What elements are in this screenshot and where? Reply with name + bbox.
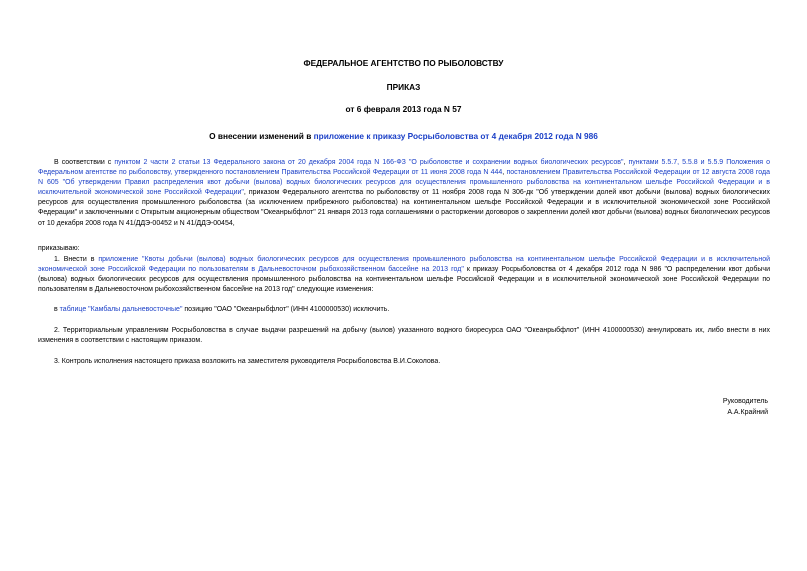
government-decree-link[interactable]: постановлением Правительства Российской Федерации от 12 августа 2008 года N 605 "Об утверждении Правил распределения квот добычи (вылова) водных биологических ресурсов для осуществления промышленного рыболовства на континентальном шельфе Российской Федерации и в исключительной экономической зоне Российской Федерации" [38, 169, 770, 197]
text: В соответствии с [54, 159, 115, 166]
regulation-link[interactable]: пунктами 5.5.7, 5.5.8 и 5.5.9 Положения о Федеральном агентстве по рыболовству, утвержденного постановлением Правительства Российской Федерации от 11 июня 2008 года N 444 [38, 159, 771, 177]
appendix-link[interactable]: приложение "Квоты добычи (вылова) водных биологических ресурсов для осуществления промышленного рыболовства на континентальном шельфе Российской Федерации и в исключительной экономической зоне Российской Федерации по пользователям в Дальневосточном рыбохозяйственном бассейне на 2013 год" [38, 256, 771, 274]
text: , приказом Федерального агентства по рыболовству от 11 ноября 2008 года N 306-дк "Об утверждении долей квот добычи (вылова) водных биологических ресурсов для осуществления промышленного рыболовства (за исключением прибрежного рыболовства) на континентальном шельфе Российской Федерации и в исключительной экономической зоне Российской Федерации" и заключенными с Открытым акционерным обществом "Океанрыбфлот" 21 января 2013 года соглашениями о расторжении договоров о закреплении долей квот добычи (вылова) водных биологических ресурсов от 10 декабря 2008 года N 41/ДДЭ-00452 и N 41/ДДЭ-00454, [38, 189, 770, 227]
subject-link[interactable]: приложение к приказу Росрыболовства от 4 декабря 2012 года N 986 [313, 131, 598, 141]
paragraph-item-2: 2. Территориальным управлениям Росрыболовства в случае выдачи разрешений на добычу (вылов) указанного водного биоресурса ОАО "Океанрыбфлот" (ИНН 4100000530) аннулировать их, либо внести в них изменения в соответствии с настоящим приказом. [38, 327, 770, 345]
signature-block [723, 397, 768, 418]
text: к приказу Росрыболовства от 4 декабря 2012 года N 986 "О распределении квот добычи (вылова) водных биологических ресурсов для осуществления промышленного рыболовства на континентальном шельфе Российской Федерации и в исключительной экономической зоне Российской Федерации по пользователям в Дальневосточном рыбохозяйственном бассейне на 2013 год" следующие изменения: [38, 266, 770, 294]
text: , [623, 159, 629, 166]
paragraph-item-1 [38, 255, 770, 295]
paragraph-order-word: приказываю: [38, 245, 80, 252]
signature-title: Руководитель [722, 398, 768, 405]
document-subject [0, 131, 807, 141]
law-link[interactable]: пунктом 2 части 2 статьи 13 Федерального закона от 20 декабря 2004 года N 166-ФЗ "О рыболовстве и сохранении водных биологических ресурсов" [114, 159, 624, 166]
document-date-number: от 6 февраля 2013 года N 57 [345, 104, 462, 114]
agency-heading: ФЕДЕРАЛЬНОЕ АГЕНТСТВО ПО РЫБОЛОВСТВУ [303, 58, 504, 68]
paragraph-table-change [38, 305, 770, 315]
table-link[interactable]: таблице "Камбалы дальневосточные" [59, 306, 183, 313]
text: 1. Внести в [54, 256, 99, 263]
paragraph-item-3: 3. Контроль исполнения настоящего приказа возложить на заместителя руководителя Росрыболовства В.И.Соколова. [54, 358, 441, 365]
signature-name: А.А.Крайний [727, 408, 768, 416]
document-type-heading: ПРИКАЗ [386, 82, 421, 92]
paragraph-legal-basis [38, 158, 770, 229]
text: в [54, 306, 60, 313]
text: , [502, 169, 507, 177]
text: позицию "ОАО "Океанрыбфлот" (ИНН 4100000530) исключить. [182, 306, 390, 313]
subject-prefix: О внесении изменений в [209, 131, 314, 141]
